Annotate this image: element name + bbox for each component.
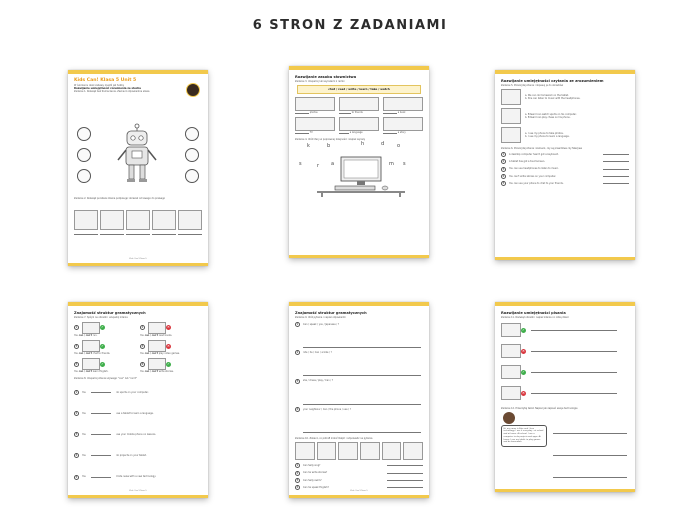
mouse-image: [178, 210, 202, 230]
item-number: 1: [75, 326, 78, 330]
sheet-heading: Kids Can! Klasa 5 Unit 5: [74, 78, 137, 83]
fill-text: TV: [309, 131, 313, 134]
answer-line[interactable]: [603, 183, 629, 184]
answer-line[interactable]: [603, 169, 629, 170]
fill-text: photos: [309, 110, 318, 114]
item-number: 5: [502, 181, 505, 185]
person-icon: [77, 127, 91, 141]
answer-line[interactable]: [178, 234, 202, 235]
learning-image: [82, 358, 100, 370]
tablet-image: [100, 210, 124, 230]
task-instruction: Zadanie 9. Ułóż pytania i napisz odpowiedzi: [295, 315, 346, 319]
scrambled-letter: k: [307, 143, 310, 150]
desk-computer-icon: [315, 155, 407, 197]
speech-bubble: Hi, my name is Kate and I love technology. I use it everyday - at school and at home. At school, I use a computer to do projects and apps. At home, I use my tablet to play games and do homework.: [501, 425, 547, 447]
phone-image: [339, 97, 379, 111]
word-box: chat / read / write / learn / take / watch: [297, 85, 421, 94]
activity-image: [360, 442, 380, 460]
tick-icon: ✓: [101, 343, 104, 348]
answer-line[interactable]: [553, 455, 627, 456]
item-number: 5: [75, 362, 78, 366]
person-icon: [185, 127, 199, 141]
task-instruction: Zadanie 12. Przeczytaj tekst. Napisz jak zapisać swoje technologie: [501, 406, 578, 410]
answer-line[interactable]: [603, 176, 629, 177]
item-number: 2: [502, 160, 505, 164]
item-number: 2: [296, 351, 299, 355]
task-instruction: Zadanie 3. Uzupełnij luki wyrazami z ramki: [295, 79, 345, 83]
answer-line[interactable]: [387, 473, 423, 474]
reading-image: [148, 322, 166, 334]
tick-icon: ✓: [522, 369, 525, 374]
headphones-image: [126, 210, 150, 230]
sheet-footer: Kids Can! Klasa 5: [129, 490, 147, 492]
item-number: 2: [296, 471, 299, 475]
sheet-footer: Kids Can! Klasa 5: [129, 258, 147, 260]
sentence-text: do projects on your tablet.: [116, 454, 147, 458]
task-instruction: Zadanie 1. Rozwiąż bez tłumaczenia. Zaznacz odpowiednie słowa: [74, 90, 150, 94]
item-number: 2: [75, 411, 78, 415]
person-icon: [77, 169, 91, 183]
teacher-image: [339, 117, 379, 131]
chatting-image: [82, 340, 100, 352]
sheet-heading: Rozwijanie umiejętności czytania ze zrozumieniem: [501, 79, 604, 83]
tick-icon: ✓: [101, 325, 104, 330]
worksheet-page-5[interactable]: [289, 302, 429, 498]
sentence-text: do sports on your computer.: [116, 390, 149, 394]
worksheet-page-2[interactable]: [289, 66, 429, 258]
answer-line[interactable]: [387, 487, 423, 488]
worksheet-page-3[interactable]: [495, 70, 635, 260]
scrambled-letter: r: [317, 163, 320, 170]
answer-line[interactable]: [91, 455, 111, 456]
answer-line[interactable]: [100, 234, 124, 235]
phone-photo-image: [501, 127, 521, 143]
question-text: ride / he / Can / a bike / ?: [303, 351, 332, 355]
sheet-heading: Znajomość struktur gramatycznych: [295, 311, 367, 315]
sheet-heading: Znajomość struktur gramatycznych: [74, 311, 146, 315]
answer-line[interactable]: [387, 480, 423, 481]
task-instruction: Zadanie 4. Ułóż litery w poprawnej kolejności i zapisz wyrazy: [295, 138, 366, 142]
item-number: 1: [75, 390, 78, 394]
item-number: 3: [75, 344, 78, 348]
task-instruction: Zadanie 2. Rozwiąż poniższe zdania podpisując obrazek od lewego do prawego: [74, 197, 166, 200]
item-number: 1: [502, 153, 505, 157]
question-text: Can he speak English?: [303, 485, 329, 489]
answer-line[interactable]: [91, 477, 111, 478]
tick-icon: ✓: [167, 361, 170, 366]
statement-text: A tablet has got a touchscreen.: [509, 160, 546, 164]
question-text: Can / speak / you / Japanese / ?: [303, 322, 340, 326]
page-title: 6 STRON Z ZADANIAMI: [252, 18, 448, 33]
answer-line[interactable]: [303, 375, 421, 376]
statement-text: A desktop computer hasn't got a keyboard.: [509, 153, 559, 157]
answer-line[interactable]: [531, 372, 617, 373]
tick-icon: ✓: [101, 361, 104, 366]
scrambled-letter: h: [361, 141, 365, 148]
question-text: Can he write stories?: [303, 471, 328, 475]
printer-image: [152, 210, 176, 230]
item-number: 4: [141, 344, 144, 348]
statement-text: You can use headphones to listen to music.: [509, 167, 559, 171]
activity-image: [501, 365, 521, 379]
answer-line[interactable]: [531, 393, 617, 394]
statement-text: You can use your phone to chat to your friends.: [509, 181, 564, 185]
answer-line[interactable]: [531, 351, 617, 352]
item-number: 6: [141, 362, 144, 366]
activity-image: [382, 442, 402, 460]
worksheet-page-6[interactable]: [495, 302, 635, 492]
item-number: 4: [296, 485, 299, 489]
option-text[interactable]: a. Edward can watch sports on his computer.: [525, 112, 577, 116]
computer-image: [74, 210, 98, 230]
item-number: 2: [141, 326, 144, 330]
activity-image: [501, 344, 521, 358]
worksheet-page-1[interactable]: [68, 70, 208, 266]
answer-line[interactable]: [91, 413, 111, 414]
chess-image: [501, 108, 521, 124]
headphones-image: [501, 89, 521, 105]
statement-text: You can't write stories on your computer.: [509, 174, 557, 178]
scrambled-letter: a: [331, 161, 335, 168]
scrambled-letter: b: [327, 143, 331, 150]
activity-image: [338, 442, 358, 460]
answer-line[interactable]: [303, 347, 421, 348]
scrambled-letter: s: [299, 161, 302, 168]
question-text: your neighbour / Can / the phone / use / ?: [303, 407, 351, 411]
robot-icon: [114, 122, 160, 184]
item-number: 1: [296, 464, 299, 468]
girl-avatar: [503, 412, 515, 424]
cross-icon: ✕: [522, 348, 525, 353]
question-text: Can Sally sing?: [303, 464, 321, 468]
fill-text: a book: [397, 110, 406, 114]
activity-image: [317, 442, 337, 460]
task-instruction: Zadanie 7. Spójrz na obrazki i uzupełnij zdania: [74, 315, 128, 319]
fill-text: to friends: [351, 110, 363, 114]
running-image: [82, 322, 100, 334]
answer-line[interactable]: [603, 154, 629, 155]
answer-line[interactable]: [603, 161, 629, 162]
tv-image: [295, 117, 335, 131]
sheet-footer: Kids Can! Klasa 5: [350, 490, 368, 492]
option-text[interactable]: a. We can do homework on the tablet.: [525, 93, 569, 97]
item-number: 3: [296, 379, 299, 383]
person-icon: [185, 148, 199, 162]
item-number: 4: [296, 407, 299, 411]
task-instruction: Zadanie 5. Przeczytaj zdania i dopasuj je do obrazków: [501, 83, 564, 87]
item-number: 3: [502, 167, 505, 171]
fill-text: a language: [349, 131, 363, 134]
answer-line[interactable]: [91, 434, 111, 435]
gaming-image: [148, 340, 166, 352]
sheet-heading: Rozwijanie zasobu słownictwa: [295, 75, 357, 79]
activity-image: [501, 386, 521, 400]
person-icon: [185, 169, 199, 183]
answer-line[interactable]: [553, 433, 627, 434]
sentence-text: use a tablet to learn a language.: [116, 411, 154, 415]
scrambled-letter: s: [403, 161, 406, 168]
answer-line[interactable]: [126, 234, 150, 235]
scrambled-letter: o: [397, 143, 401, 150]
tick-icon: ✓: [522, 327, 525, 332]
writing-image: [148, 358, 166, 370]
option-text[interactable]: b. I use my phone to learn a language.: [525, 134, 570, 138]
scrambled-letter: m: [389, 161, 394, 168]
sentence-text: Unite news with a new technology.: [116, 475, 157, 479]
section-title: Rozwijanie umiejętności rozumienia ze słuchu: [74, 86, 142, 90]
activity-image: [501, 323, 521, 337]
answer-line[interactable]: [303, 404, 421, 405]
answer-line[interactable]: [74, 234, 98, 235]
item-number: 4: [502, 174, 505, 178]
question-text: she / chess / play / Can / ?: [303, 379, 334, 383]
sheet-heading: Rozwijanie umiejętności pisania: [501, 311, 566, 315]
option-text[interactable]: a. I use my phone to take photos.: [525, 131, 564, 135]
item-number: 3: [75, 433, 78, 437]
answer-line[interactable]: [387, 465, 423, 466]
answer-line[interactable]: [531, 330, 617, 331]
option-text[interactable]: b. Edward can play chess on his phone.: [525, 115, 571, 119]
option-text[interactable]: b. She can listen to music with the headphones.: [525, 96, 581, 100]
task-instruction: Zadanie 8. Uzupełnij zdania używając "can" lub "can't": [74, 377, 138, 381]
person-icon: [77, 148, 91, 162]
answer-line[interactable]: [91, 392, 111, 393]
badge-icon: [186, 83, 200, 97]
scrambled-letter: d: [381, 141, 385, 148]
worksheet-page-4[interactable]: Znajomość struktur gramatycznych Zadanie 7. Spójrz na obrazki i uzupełnij zdania 1 ✓ You can / can't run. 2 ✕ You can / can't read books. 3 ✓ You can / can't chat to friends. 4 ✕ You can / can't play video games. 5 ✓ You can / can't learn English. 6 ✓ You can / can't write stories. Zadanie 8. Uzupełnij zdania używając "can" lub "can't" 1 You do sports on your computer. 2 You use a tablet to learn a language. 3 You use your mobile phone on lessons. 4 You do projects on your tablet. 5 You Unite news with a new technology. Kids Can! Klasa 5: [68, 302, 208, 498]
item-number: 5: [75, 475, 78, 479]
book-image: [383, 97, 423, 111]
answer-line[interactable]: [303, 432, 421, 433]
sentence-text: use your mobile phone on lessons.: [116, 433, 157, 437]
ralph-robot-image: [295, 442, 315, 460]
cross-icon: ✕: [522, 390, 525, 395]
answer-line[interactable]: [553, 477, 627, 478]
sheet-subtitle: W ćwiczeniu obok zabawy znajdź jak hobby: [74, 83, 125, 87]
activity-image: [403, 442, 423, 460]
camera-image: [295, 97, 335, 111]
cross-icon: ✕: [167, 343, 170, 348]
item-number: 4: [75, 454, 78, 458]
cross-icon: ✕: [167, 325, 170, 330]
writing-image: [383, 117, 423, 131]
task-instruction: Zadanie 11. Rozwiąż obrazki i napisz zdania co robią dzieci: [501, 315, 569, 319]
task-instruction: Zadanie 6. Przeczytaj zdania i zaznacz, czy są prawdziwe czy fałszywe: [501, 146, 583, 150]
item-number: 3: [296, 478, 299, 482]
answer-line[interactable]: [152, 234, 176, 235]
fill-text: a story: [397, 131, 406, 134]
question-text: Can Sally swim?: [303, 478, 322, 482]
task-instruction: Zadanie 10. Zobacz, co potrafi zrobić Ralph i odpowiedz na pytania: [295, 437, 373, 441]
item-number: 1: [296, 322, 299, 326]
